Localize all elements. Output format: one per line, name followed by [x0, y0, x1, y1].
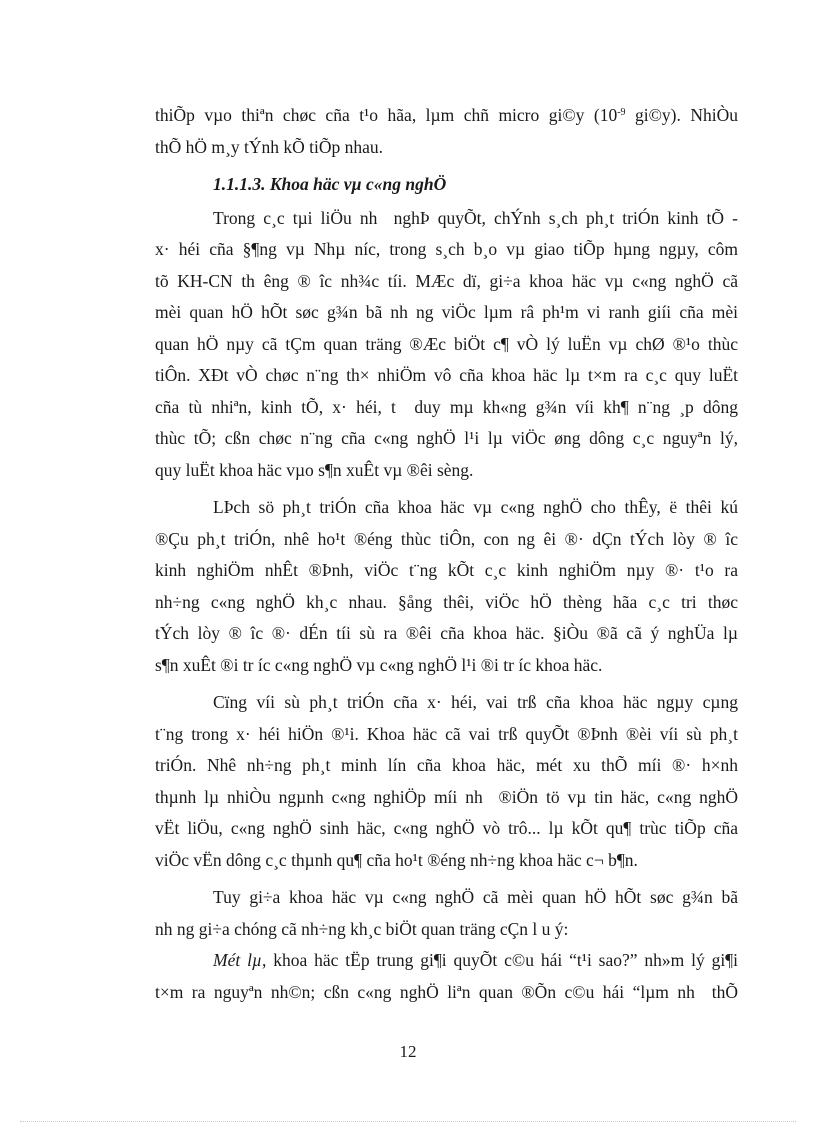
paragraph-line: ®Çu ph¸t triÓn, nhê ho¹t ®éng thùc tiÔn, con ng êi ®· dÇn tÝch lòy ® îc: [155, 528, 738, 549]
italic-lead: Mét lµ: [213, 950, 263, 970]
paragraph-line: s¶n xuÊt ®i tr íc c«ng nghÖ vµ c«ng nghÖ l¹i ®i tr íc khoa häc.: [155, 654, 603, 675]
paragraph-line: t¨ng trong x· héi hiÖn ®¹i. Khoa häc cã vai trß quyÕt ®Þnh ®èi víi sù ph¸t: [155, 723, 738, 744]
body-text: [155, 100, 738, 1008]
paragraph-line: nh ng gi÷a chóng cã nh÷ng kh¸c biÖt quan träng cÇn l u ý:: [155, 918, 569, 939]
paragraph-line: viÖc vËn dông c¸c thµnh qu¶ cña ho¹t ®éng nh÷ng khoa häc c¬ b¶n.: [155, 849, 638, 870]
paragraph: [155, 945, 738, 1008]
paragraph-line: Mét lµ, khoa häc tËp trung gi¶i quyÕt c©u hái “t¹i sao?” nh»m lý gi¶i: [213, 950, 739, 970]
paragraph-line: tiÔn. XÐt vÒ chøc n¨ng th× nhiÖm vô cña khoa häc lµ t×m ra c¸c quy luËt: [155, 365, 738, 385]
paragraph-line: cña tù nhiªn, kinh tÕ, x· héi, t duy mµ kh«ng g¾n víi kh¶ n¨ng ¸p dông: [155, 396, 738, 417]
paragraph-line: mèi quan hÖ hÕt søc g¾n bã nh ng viÖc lµm râ ph¹m vi ranh giíi cña mèi: [155, 302, 738, 322]
paragraph-line: Trong c¸c tµi liÖu nh nghÞ quyÕt, chÝnh s¸ch ph¸t triÓn kinh tÕ -: [213, 207, 738, 228]
paragraph-line: x· héi cña §¶ng vµ Nhµ níc, trong s¸ch b¸o vµ giao tiÕp hµng ngµy, côm: [155, 239, 738, 259]
paragraph-line: quy luËt khoa häc vµo s¶n xuÊt vµ ®êi sèng.: [155, 459, 474, 480]
paragraph-line: kinh nghiÖm nhÊt ®Þnh, viÖc t¨ng kÕt c¸c kinh nghiÖm nµy ®· t¹o ra: [155, 560, 738, 580]
paragraph-line: vËt liÖu, c«ng nghÖ sinh häc, c«ng nghÖ vò trô... lµ kÕt qu¶ trùc tiÕp cña: [155, 818, 738, 838]
paragraph: [155, 492, 738, 681]
paragraph-line: LÞch sö ph¸t triÓn cña khoa häc vµ c«ng nghÖ cho thÊy, ë thêi kú: [213, 497, 738, 517]
paragraph-line: thùc tÕ; cßn chøc n¨ng cña c«ng nghÖ l¹i lµ viÖc øng dông c¸c nguyªn lý,: [155, 428, 738, 448]
section-heading: 1.1.1.3. Khoa häc vµ c«ng nghÖ: [213, 174, 447, 194]
paragraph-line: thiÕp vµo thiªn chøc cña t¹o hãa, lµm chñ micro gi©y ($10^{-9}$ gi©y). NhiÒu: [155, 105, 738, 125]
paragraph-line: Cïng víi sù ph¸t triÓn cña x· héi, vai trß cña khoa häc ngµy cµng: [213, 692, 738, 712]
paragraph: [155, 203, 738, 487]
paragraph-line: t×m ra nguyªn nh©n; cßn c«ng nghÖ liªn quan ®Õn c©u hái “lµm nh thÕ: [155, 981, 738, 1002]
paragraph-line: nh÷ng c«ng nghÖ kh¸c nhau. §ång thêi, viÖc hÖ thèng hãa c¸c tri thøc: [155, 591, 738, 612]
paragraph-line: thÕ hÖ m¸y tÝnh kÕ tiÕp nhau.: [155, 136, 383, 157]
paragraph: [155, 687, 738, 876]
paragraph: [155, 882, 738, 945]
page-number: 12: [399, 1042, 417, 1061]
paragraph-line: thµnh lµ nhiÒu ngµnh c«ng nghiÖp míi nh ®iÖn tö vµ tin häc, c«ng nghÖ: [155, 786, 738, 807]
paragraph-line: quan hÖ nµy cã tÇm quan träng ®Æc biÖt c¶ vÒ lý luËn vµ chØ ®¹o thùc: [155, 333, 738, 354]
paragraph-line: triÓn. Nhê nh÷ng ph¸t minh lín cña khoa häc, mét xu thÕ míi ®· h×nh: [155, 755, 738, 775]
paragraph-line: Tuy gi÷a khoa häc vµ c«ng nghÖ cã mèi quan hÖ hÕt søc g¾n bã: [213, 887, 738, 907]
paragraph-line: tõ KH-CN th êng ® îc nh¾c tíi. MÆc dï, gi÷a khoa häc vµ c«ng nghÖ cã: [155, 270, 738, 291]
paragraph-line: tÝch lòy ® îc ®· dÉn tíi sù ra ®êi cña khoa häc. §iÒu ®ã cã ý nghÜa lµ: [155, 623, 738, 643]
footer-divider: [20, 1121, 796, 1122]
